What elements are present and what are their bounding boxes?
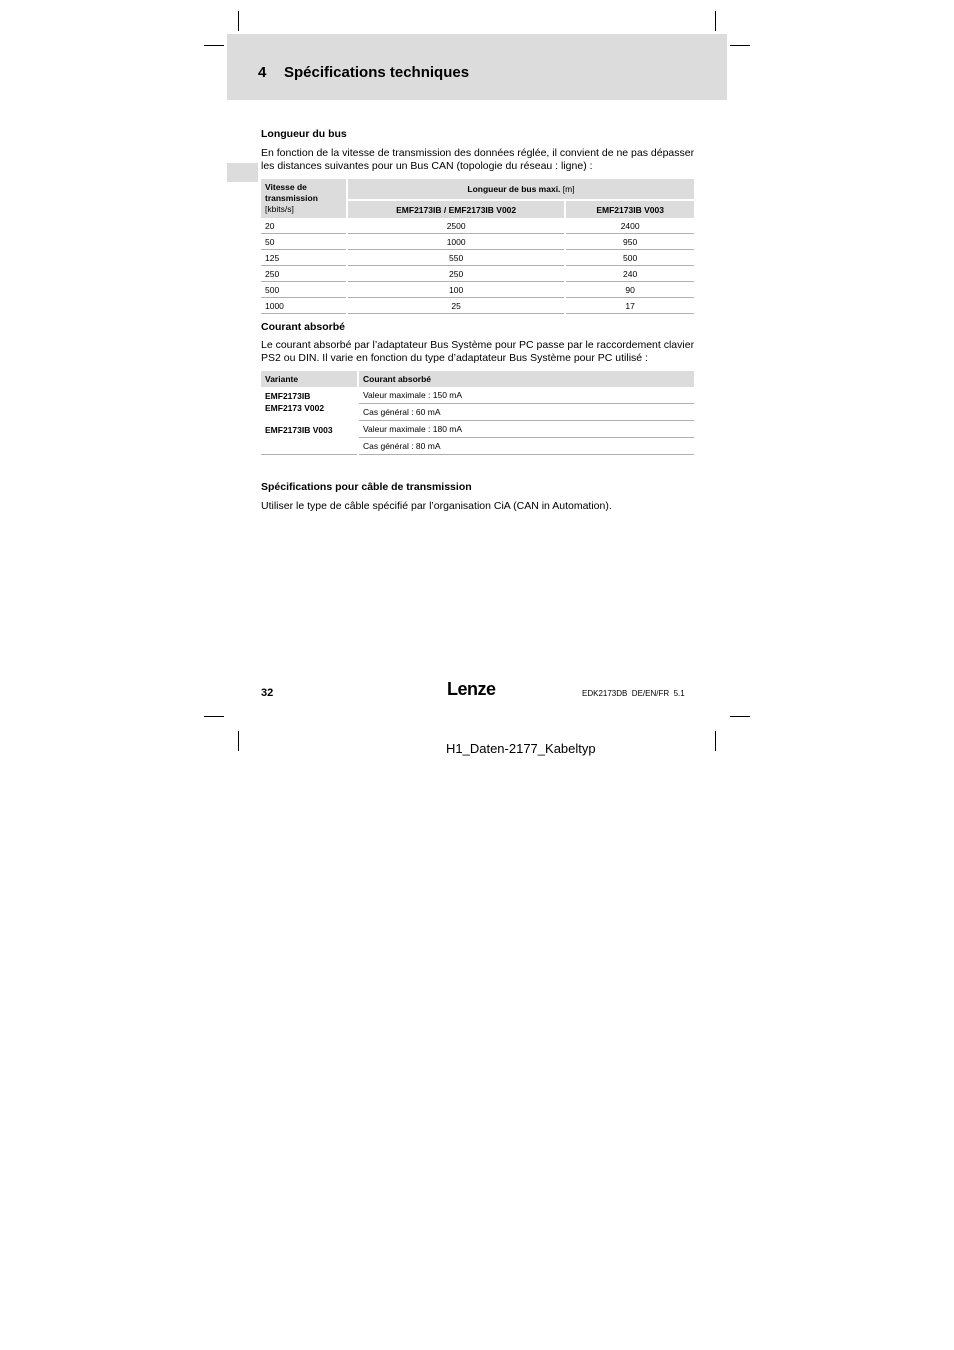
variant-line: EMF2173IB: [265, 391, 311, 401]
bus-length-table: [259, 179, 696, 314]
chapter-number: 4: [258, 64, 267, 81]
cell-current-value: Valeur maximale : 180 mA: [359, 421, 694, 438]
cell-current-value: Valeur maximale : 150 mA: [359, 387, 694, 404]
col-header-speed-label: Vitesse de transmission: [265, 182, 318, 203]
cell-length-v002: 25: [348, 298, 564, 314]
cell-speed: 50: [261, 234, 346, 250]
chapter-title-text: Spécifications techniques: [284, 64, 470, 81]
variant-line: EMF2173 V002: [265, 403, 325, 413]
page-number: 32: [261, 687, 274, 699]
cell-current-value: Cas général : 80 mA: [359, 438, 694, 455]
lenze-logo: Lenze: [447, 679, 496, 699]
cell-current-value: Cas général : 60 mA: [359, 404, 694, 421]
col-header-speed-unit: [kbits/s]: [265, 204, 294, 214]
group-header-length-unit: [m]: [562, 184, 575, 194]
cell-length-v002: 2500: [348, 218, 564, 234]
col-header-speed: [261, 179, 346, 218]
chapter-title: [258, 64, 469, 81]
cell-length-v002: 550: [348, 250, 564, 266]
cell-length-v002: 250: [348, 266, 564, 282]
cell-length-v003: 240: [566, 266, 694, 282]
cell-length-v002: 1000: [348, 234, 564, 250]
document-reference: EDK2173DB DE/EN/FR 5.1: [582, 689, 685, 698]
col-header-variant: Variante: [261, 371, 357, 387]
section-heading-bus-length: Longueur du bus: [261, 128, 347, 140]
group-header-length-label: Longueur de bus maxi.: [467, 184, 561, 194]
table-row: [261, 282, 694, 298]
cell-speed: 500: [261, 282, 346, 298]
cell-speed: 250: [261, 266, 346, 282]
cell-length-v003: 950: [566, 234, 694, 250]
section-heading-cable: Spécifications pour câble de transmission: [261, 481, 472, 493]
crop-mark: [730, 716, 750, 717]
cable-text: Utiliser le type de câble spécifié par l’organisation CiA (CAN in Automation).: [261, 500, 612, 512]
crop-mark: [238, 11, 239, 31]
cell-length-v003: 90: [566, 282, 694, 298]
sub-header-v003: EMF2173IB V003: [566, 199, 694, 218]
table-row: [261, 298, 694, 314]
section-heading-current: Courant absorbé: [261, 321, 346, 333]
side-tab-marker: [227, 163, 258, 182]
crop-mark: [715, 731, 716, 751]
cell-speed: 20: [261, 218, 346, 234]
current-table: [259, 371, 696, 455]
cell-speed: 1000: [261, 298, 346, 314]
table-row: [261, 234, 694, 250]
sub-header-v002: EMF2173IB / EMF2173IB V002: [348, 199, 564, 218]
cell-length-v003: 500: [566, 250, 694, 266]
cell-variant: [261, 421, 357, 455]
group-header-length: [348, 179, 694, 199]
cell-speed: 125: [261, 250, 346, 266]
cell-variant: [261, 387, 357, 421]
crop-mark: [715, 11, 716, 31]
crop-mark: [204, 45, 224, 46]
col-header-current: Courant absorbé: [359, 371, 694, 387]
table-row: [261, 218, 694, 234]
cell-length-v002: 100: [348, 282, 564, 298]
bus-length-intro: En fonction de la vitesse de transmission des données réglée, il convient de ne pas dépasser les distances suivantes pour un Bus CAN (topologie du réseau : ligne) :: [261, 147, 695, 172]
cell-length-v003: 2400: [566, 218, 694, 234]
crop-mark: [730, 45, 750, 46]
cell-length-v003: 17: [566, 298, 694, 314]
table-row: [261, 421, 694, 438]
crop-mark: [204, 716, 224, 717]
table-row: [261, 387, 694, 404]
current-intro: Le courant absorbé par l’adaptateur Bus Système pour PC passe par le raccordement clavier PS2 ou DIN. Il varie en fonction du type d’adaptateur Bus Système pour PC utilisé :: [261, 339, 695, 364]
image-caption: H1_Daten-2177_Kabeltyp: [446, 741, 596, 756]
table-row: [261, 266, 694, 282]
variant-line: EMF2173IB V003: [265, 425, 333, 435]
crop-mark: [238, 731, 239, 751]
table-row: [261, 250, 694, 266]
